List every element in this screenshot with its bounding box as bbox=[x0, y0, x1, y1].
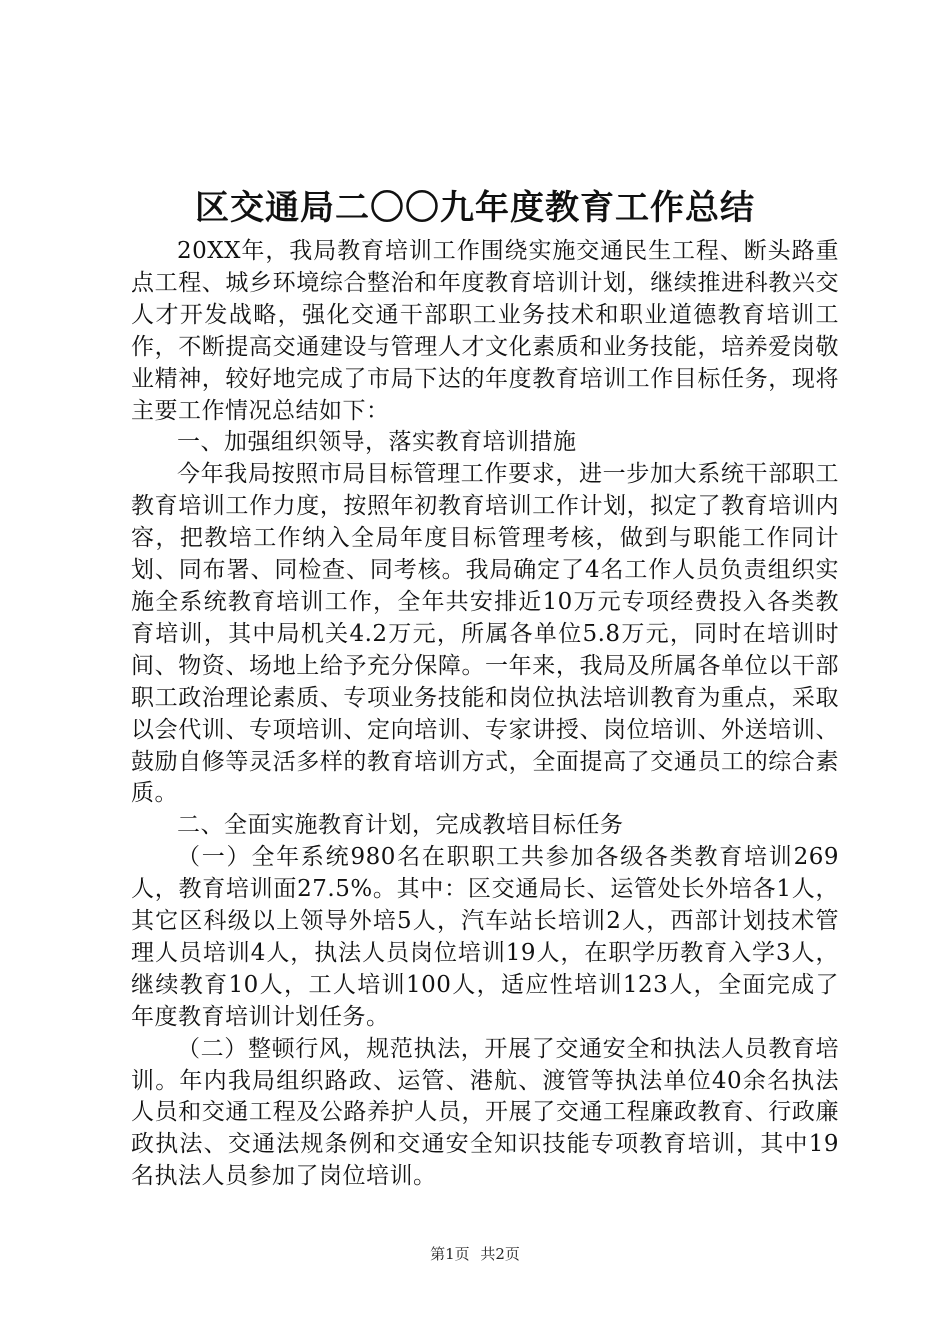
section-heading-1: 一、加强组织领导，落实教育培训措施 bbox=[177, 429, 577, 456]
document-body bbox=[131, 236, 839, 1193]
section-2-item-2-paragraph: （二）整顿行风，规范执法，开展了交通安全和执法人员教育培训。年内我局组织路政、运管、港航、渡管等执法单位40余名执法人员和交通工程及公路养护人员，开展了交通工程廉政教育、行政廉政执法、交通法规条例和交通安全知识技能专项教育培训，其中19名执法人员参加了岗位培训。 bbox=[131, 1035, 839, 1190]
document-title: 区交通局二〇〇九年度教育工作总结 bbox=[195, 188, 755, 228]
section-2-item-1-paragraph: （一）全年系统980名在职职工共参加各级各类教育培训269人，教育培训面27.5%。其中：区交通局长、运管处长外培各1人，其它区科级以上领导外培5人，汽车站长培训2人，西部计划技术管理人员培训4人，执法人员岗位培训19人，在职学历教育入学3人，继续教育10人，工人培训100人，适应性培训123人，全面完成了年度教育培训计划任务。 bbox=[131, 844, 839, 1030]
intro-paragraph: 20XX年，我局教育培训工作围绕实施交通民生工程、断头路重点工程、城乡环境综合整治和年度教育培训计划，继续推进科教兴交人才开发战略，强化交通干部职工业务技术和职业道德教育培训工作，不断提高交通建设与管理人才文化素质和业务技能，培养爱岗敬业精神，较好地完成了市局下达的年度教育培训工作目标任务，现将主要工作情况总结如下： bbox=[131, 238, 839, 424]
section-heading-2: 二、全面实施教育计划，完成教培目标任务 bbox=[177, 812, 624, 839]
page-number-footer: 第1页 共2页 bbox=[430, 1245, 520, 1263]
section-1-paragraph: 今年我局按照市局目标管理工作要求，进一步加大系统干部职工教育培训工作力度，按照年初教育培训工作计划，拟定了教育培训内容，把教培工作纳入全局年度目标管理考核，做到与职能工作同计划、同布署、同检查、同考核。我局确定了4名工作人员负责组织实施全系统教育培训工作，全年共安排近10万元专项经费投入各类教育培训，其中局机关4.2万元，所属各单位5.8万元，同时在培训时间、物资、场地上给予充分保障。一年来，我局及所属各单位以干部职工政治理论素质、专项业务技能和岗位执法培训教育为重点，采取以会代训、专项培训、定向培训、专家讲授、岗位培训、外送培训、鼓励自修等灵活多样的教育培训方式，全面提高了交通员工的综合素质。 bbox=[131, 461, 839, 807]
